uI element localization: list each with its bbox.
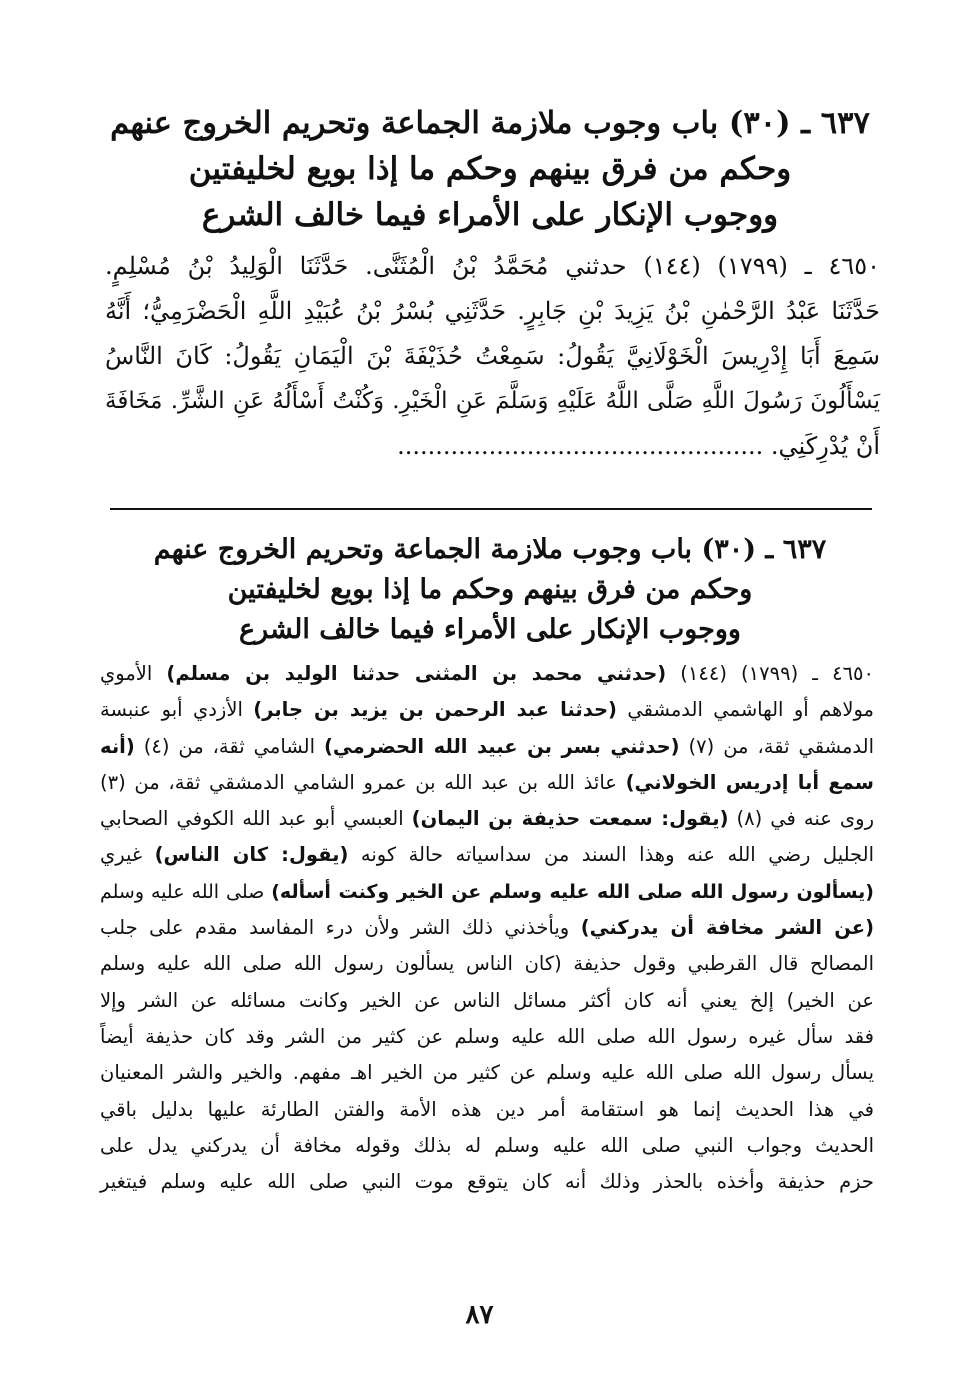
commentary-run: مولاهم أو الهاشمي الدمشقي xyxy=(616,698,874,722)
commentary-line xyxy=(100,983,874,1019)
section-divider xyxy=(110,508,872,510)
commentary-run: الشامي ثقة، من (٤) xyxy=(134,734,324,758)
commentary-line xyxy=(100,1055,874,1091)
commentary-run: حزم حذيفة وأخذه بالحذر وذلك أنه كان يتوقع موت النبي صلى الله عليه وسلم فيتغير xyxy=(100,1170,874,1194)
commentary-line xyxy=(100,946,874,982)
chapter-heading-commentary xyxy=(110,530,870,650)
quoted-hadith-text: (يقول: كان الناس) xyxy=(154,843,349,867)
commentary-line xyxy=(100,765,874,801)
chapter-heading-top xyxy=(110,100,870,238)
quoted-hadith-text: (حدثني بسر بن عبيد الله الحضرمي) xyxy=(324,734,680,758)
hadith-line: يَسْأَلُونَ رَسُولَ اللَّهِ صَلَّى اللَّهُ عَلَيْهِ وَسَلَّمَ عَنِ الْخَيْرِ. وَكُنْتُ أَسْأَلُهُ عَنِ الشَّرِّ. مَخَافَةَ xyxy=(105,388,880,414)
page-number: ٨٧ xyxy=(465,1300,494,1330)
heading-line: ٦٣٧ ـ (٣٠) باب وجوب ملازمة الجماعة وتحريم الخروج عنهم xyxy=(153,534,827,565)
commentary-run: الأموي xyxy=(100,662,167,685)
commentary-line xyxy=(100,910,874,946)
commentary-line xyxy=(100,1164,874,1200)
commentary-text xyxy=(100,656,874,1200)
commentary-run: ٤٦٥٠ ـ (١٧٩٩) (١٤٤) xyxy=(666,662,875,685)
commentary-run: عائذ الله بن عبد الله بن عمرو الشامي الدمشقي ثقة، من (٣) xyxy=(100,770,626,794)
quoted-hadith-text: (حدثني محمد بن المثنى حدثنا الوليد بن مسلم) xyxy=(166,662,667,685)
heading-line: ووجوب الإنكار على الأمراء فيما خالف الشرع xyxy=(239,614,741,645)
commentary-run: عن الخير) إلخ يعني أنه كان أكثر مسائل الناس عن الخير وكانت مسائله عن الشر وإلا xyxy=(100,988,874,1012)
hadith-line-last xyxy=(105,424,880,469)
quoted-hadith-text: (يسألون رسول الله صلى الله عليه وسلم عن الخير وكنت أسأله) xyxy=(271,880,874,903)
quoted-hadith-text: (عن الشر مخافة أن يدركني) xyxy=(580,916,874,940)
heading-line: وحكم من فرق بينهم وحكم ما إذا بويع لخليفتين xyxy=(188,151,792,187)
quoted-hadith-text: (أنه xyxy=(100,734,135,758)
commentary-line xyxy=(100,1019,874,1055)
heading-line: وحكم من فرق بينهم وحكم ما إذا بويع لخليفتين xyxy=(227,574,753,605)
commentary-run: الجليل رضي الله عنه وهذا السند من سداسياته حالة كونه xyxy=(348,843,874,867)
hadith-line: ٤٦٥٠ ـ (١٧٩٩) (١٤٤) حدثني مُحَمَّدُ بْنُ الْمُثَنَّى. حَدَّثَنَا الْوَلِيدُ بْنُ مُسْلِمٍ. xyxy=(105,252,880,280)
commentary-line xyxy=(100,801,874,837)
commentary-run: في هذا الحديث إنما هو استقامة أمر دين هذه الأمة والفتن الطارئة عليها بدليل باقي xyxy=(100,1097,874,1121)
commentary-line xyxy=(100,874,874,910)
commentary-line xyxy=(100,1128,874,1164)
commentary-run: العبسي أبو عبد الله الكوفي الصحابي xyxy=(100,807,412,831)
quoted-hadith-text: (يقول: سمعت حذيفة بن اليمان) xyxy=(411,807,729,831)
commentary-line xyxy=(100,1092,874,1128)
commentary-run: فقد سأل غيره رسول الله صلى الله عليه وسلم عن كثير من الشر وقد كان حذيفة أيضاً xyxy=(100,1024,874,1048)
heading-line: ووجوب الإنكار على الأمراء فيما خالف الشرع xyxy=(201,197,779,233)
commentary-run: غيري xyxy=(100,843,155,867)
commentary-run: الحديث وجواب النبي صلى الله عليه وسلم له بذلك وقوله مخافة أن يدركني يدل على xyxy=(100,1133,874,1157)
hadith-text xyxy=(105,244,880,469)
hadith-line: حَدَّثَنَا عَبْدُ الرَّحْمٰنِ بْنُ يَزِيدَ بْنِ جَابِرٍ. حَدَّثَنِي بُسْرُ بْنُ عُبَيْدِ اللَّهِ الْحَضْرَمِيُّ؛ أَنَّهُ xyxy=(105,297,880,325)
commentary-line xyxy=(100,692,874,728)
heading-line: ٦٣٧ ـ (٣٠) باب وجوب ملازمة الجماعة وتحريم الخروج عنهم xyxy=(110,105,870,141)
commentary-run: الأزدي أبو عنبسة xyxy=(100,698,254,722)
commentary-run: الدمشقي ثقة، من (٧) xyxy=(679,734,875,758)
commentary-line xyxy=(100,729,874,765)
quoted-hadith-text: سمع أبا إدريس الخولاني) xyxy=(625,770,874,794)
hadith-line: سَمِعَ أَبَا إِدْرِيسَ الْخَوْلَانِيَّ يَقُولُ: سَمِعْتُ حُذَيْفَةَ بْنَ الْيَمَانِ يَقُولُ: كَانَ النَّاسُ xyxy=(105,342,880,370)
commentary-run: يسأل رسول الله صلى الله عليه وسلم عن كثير من الخير اهـ مفهم. والخير والشر المعنيان xyxy=(100,1061,874,1085)
commentary-run: روى عنه في (٨) xyxy=(728,807,874,831)
commentary-run: صلى الله عليه وسلم xyxy=(100,880,272,903)
continuation-dots: ................................................ xyxy=(397,432,764,460)
commentary-line xyxy=(100,837,874,873)
quoted-hadith-text: (حدثنا عبد الرحمن بن يزيد بن جابر) xyxy=(253,698,617,722)
commentary-run: المصالح قال القرطبي وقول حذيفة (كان الناس يسألون رسول الله صلى الله عليه وسلم xyxy=(100,952,874,976)
commentary-line xyxy=(100,656,874,692)
hadith-line: أَنْ يُدْرِكَنِي. xyxy=(770,432,880,460)
commentary-run: ويأخذني ذلك الشر ولأن درء المفاسد مقدم على جلب xyxy=(100,916,581,940)
